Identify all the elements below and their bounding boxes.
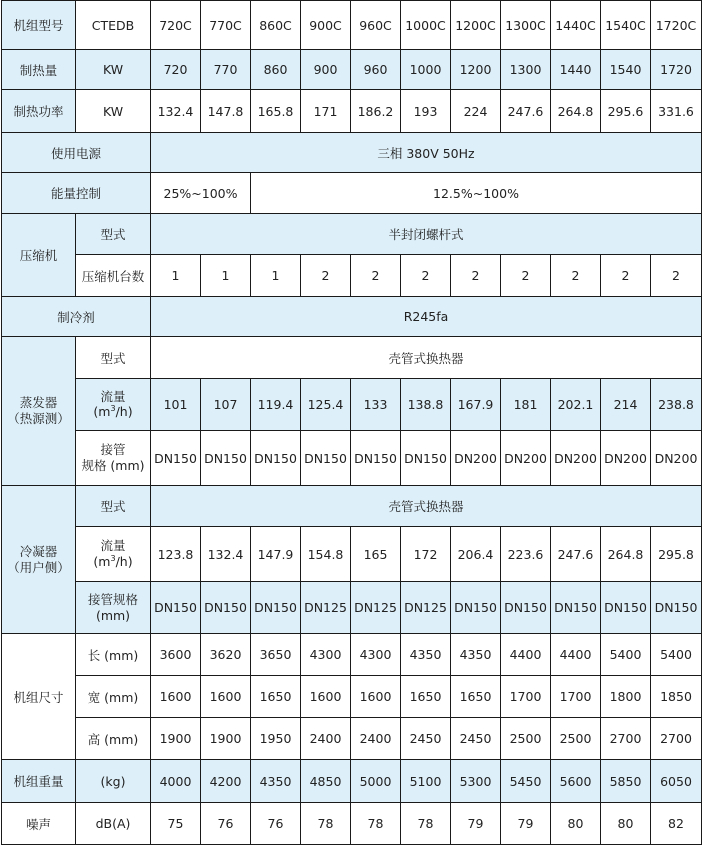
condenser-label-line1: 冷凝器 (19, 543, 58, 559)
condenser-pipe-cell: DN150 (551, 582, 601, 634)
pipe-label-line2: 规格 (mm) (81, 458, 145, 473)
label-length: 长 (mm) (76, 634, 151, 676)
model-cell: 1000C (401, 1, 451, 50)
heating-capacity-cell: 1720 (651, 50, 702, 90)
row-compressor-count (2, 255, 702, 297)
model-cell: 960C (351, 1, 401, 50)
compressor-count-cell: 2 (651, 255, 702, 297)
evaporator-pipe-cell: DN200 (501, 431, 551, 486)
evaporator-pipe-cell: DN200 (651, 431, 702, 486)
width-cell: 1650 (251, 676, 301, 718)
heating-capacity-cell: 720 (151, 50, 201, 90)
height-cell: 2450 (451, 718, 501, 760)
heating-power-cell: 264.8 (551, 90, 601, 133)
height-cell: 2500 (501, 718, 551, 760)
pipe-label-line1: 接管规格 (87, 591, 138, 607)
model-cell: 770C (201, 1, 251, 50)
evaporator-flow-cell: 101 (151, 379, 201, 431)
heating-power-cell: 295.6 (601, 90, 651, 133)
flow-unit-sup: 3 (110, 553, 116, 563)
length-cell: 3650 (251, 634, 301, 676)
condenser-pipe-cell: DN150 (451, 582, 501, 634)
width-cell: 1600 (201, 676, 251, 718)
label-compressor-type: 型式 (76, 214, 151, 255)
condenser-flow-cell: 295.8 (651, 527, 702, 582)
label-width: 宽 (mm) (76, 676, 151, 718)
weight-cell: 5100 (401, 760, 451, 803)
compressor-count-cell: 1 (201, 255, 251, 297)
evaporator-pipe-cell: DN150 (351, 431, 401, 486)
evaporator-pipe-cell: DN150 (301, 431, 351, 486)
length-cell: 4400 (551, 634, 601, 676)
length-cell: 4300 (351, 634, 401, 676)
height-cell: 2700 (651, 718, 702, 760)
label-model: 机组型号 (2, 1, 76, 50)
model-cell: 1440C (551, 1, 601, 50)
compressor-count-cell: 2 (301, 255, 351, 297)
evaporator-flow-cell: 125.4 (301, 379, 351, 431)
row-condenser-pipe (2, 582, 702, 634)
label-heating-capacity: 制热量 (2, 50, 76, 90)
noise-cell: 79 (451, 803, 501, 845)
noise-cell: 75 (151, 803, 201, 845)
label-heating-power: 制热功率 (2, 90, 76, 133)
condenser-pipe-cell: DN150 (601, 582, 651, 634)
evaporator-flow-cell: 107 (201, 379, 251, 431)
heating-power-cell: 186.2 (351, 90, 401, 133)
label-evaporator-flow (76, 379, 151, 431)
width-cell: 1600 (301, 676, 351, 718)
heating-capacity-cell: 1300 (501, 50, 551, 90)
weight-cell: 5600 (551, 760, 601, 803)
unit-kw: KW (76, 50, 151, 90)
compressor-count-cell: 2 (601, 255, 651, 297)
model-cell: 860C (251, 1, 301, 50)
compressor-count-cell: 2 (501, 255, 551, 297)
model-cell: 1540C (601, 1, 651, 50)
evaporator-label-line2: （热源测） (7, 411, 70, 426)
evaporator-type-value: 壳管式换热器 (151, 337, 702, 379)
heating-capacity-cell: 960 (351, 50, 401, 90)
unit-kg: (kg) (76, 760, 151, 803)
condenser-pipe-cell: DN150 (251, 582, 301, 634)
length-cell: 4350 (401, 634, 451, 676)
noise-cell: 78 (351, 803, 401, 845)
compressor-count-cell: 2 (451, 255, 501, 297)
evaporator-flow-cell: 119.4 (251, 379, 301, 431)
condenser-flow-cell: 165 (351, 527, 401, 582)
heating-capacity-cell: 1440 (551, 50, 601, 90)
evaporator-pipe-cell: DN200 (451, 431, 501, 486)
evaporator-flow-cell: 238.8 (651, 379, 702, 431)
width-cell: 1650 (451, 676, 501, 718)
condenser-pipe-cell: DN150 (651, 582, 702, 634)
weight-cell: 4200 (201, 760, 251, 803)
evaporator-flow-cell: 133 (351, 379, 401, 431)
label-series: CTEDB (76, 1, 151, 50)
label-condenser-flow (76, 527, 151, 582)
width-cell: 1600 (351, 676, 401, 718)
weight-cell: 4850 (301, 760, 351, 803)
condenser-flow-cell: 147.9 (251, 527, 301, 582)
evaporator-flow-cell: 202.1 (551, 379, 601, 431)
power-supply-value: 三相 380V 50Hz (151, 133, 702, 173)
heating-capacity-cell: 1540 (601, 50, 651, 90)
compressor-count-cell: 2 (351, 255, 401, 297)
heating-power-cell: 224 (451, 90, 501, 133)
compressor-count-cell: 2 (551, 255, 601, 297)
compressor-count-cell: 1 (251, 255, 301, 297)
row-weight (2, 760, 702, 803)
label-power-supply: 使用电源 (2, 133, 151, 173)
length-cell: 3600 (151, 634, 201, 676)
height-cell: 1900 (151, 718, 201, 760)
condenser-flow-cell: 247.6 (551, 527, 601, 582)
noise-cell: 82 (651, 803, 702, 845)
weight-cell: 5850 (601, 760, 651, 803)
noise-cell: 80 (601, 803, 651, 845)
heating-power-cell: 193 (401, 90, 451, 133)
evaporator-flow-cell: 138.8 (401, 379, 451, 431)
spec-table (1, 0, 702, 845)
row-width (2, 676, 702, 718)
flow-unit-sup: 3 (110, 404, 116, 414)
weight-cell: 6050 (651, 760, 702, 803)
flow-unit (76, 554, 150, 570)
row-length (2, 634, 702, 676)
heating-power-cell: 171 (301, 90, 351, 133)
evaporator-flow-cell: 167.9 (451, 379, 501, 431)
evaporator-pipe-cell: DN150 (151, 431, 201, 486)
noise-cell: 78 (401, 803, 451, 845)
height-cell: 1900 (201, 718, 251, 760)
row-evaporator-flow (2, 379, 702, 431)
label-weight: 机组重量 (2, 760, 76, 803)
evaporator-pipe-cell: DN200 (551, 431, 601, 486)
label-evaporator (2, 337, 76, 486)
row-condenser-type (2, 486, 702, 527)
width-cell: 1800 (601, 676, 651, 718)
evaporator-flow-cell: 181 (501, 379, 551, 431)
row-capacity-control (2, 173, 702, 214)
flow-label-line1: 流量 (100, 538, 126, 554)
heating-power-cell: 147.8 (201, 90, 251, 133)
evaporator-pipe-cell: DN150 (201, 431, 251, 486)
heating-power-cell: 132.4 (151, 90, 201, 133)
height-cell: 1950 (251, 718, 301, 760)
weight-cell: 5000 (351, 760, 401, 803)
compressor-type-value: 半封闭螺杆式 (151, 214, 702, 255)
evaporator-pipe-cell: DN200 (601, 431, 651, 486)
label-condenser-pipe (76, 582, 151, 634)
condenser-pipe-cell: DN150 (201, 582, 251, 634)
label-noise: 噪声 (2, 803, 76, 845)
length-cell: 4350 (451, 634, 501, 676)
label-capacity-control: 能量控制 (2, 173, 151, 214)
label-evaporator-pipe (76, 431, 151, 486)
condenser-flow-cell: 223.6 (501, 527, 551, 582)
condenser-pipe-cell: DN125 (301, 582, 351, 634)
heating-capacity-cell: 860 (251, 50, 301, 90)
condenser-flow-cell: 154.8 (301, 527, 351, 582)
label-refrigerant: 制冷剂 (2, 297, 151, 337)
condenser-flow-cell: 206.4 (451, 527, 501, 582)
row-noise (2, 803, 702, 845)
label-evaporator-type: 型式 (76, 337, 151, 379)
width-cell: 1600 (151, 676, 201, 718)
unit-dba: dB(A) (76, 803, 151, 845)
width-cell: 1850 (651, 676, 702, 718)
label-condenser-type: 型式 (76, 486, 151, 527)
condenser-label-line2: （用户侧） (7, 559, 70, 575)
width-cell: 1700 (501, 676, 551, 718)
height-cell: 2400 (351, 718, 401, 760)
row-evaporator-type (2, 337, 702, 379)
heating-capacity-cell: 1000 (401, 50, 451, 90)
row-refrigerant (2, 297, 702, 337)
length-cell: 4400 (501, 634, 551, 676)
flow-unit-pre: (m (93, 554, 111, 570)
condenser-flow-cell: 123.8 (151, 527, 201, 582)
row-height (2, 718, 702, 760)
condenser-flow-cell: 172 (401, 527, 451, 582)
heating-power-cell: 165.8 (251, 90, 301, 133)
model-cell: 720C (151, 1, 201, 50)
noise-cell: 80 (551, 803, 601, 845)
weight-cell: 4000 (151, 760, 201, 803)
flow-unit-post: /h) (115, 404, 133, 420)
width-cell: 1650 (401, 676, 451, 718)
row-power-supply (2, 133, 702, 173)
heating-power-cell: 247.6 (501, 90, 551, 133)
row-condenser-flow (2, 527, 702, 582)
model-cell: 1300C (501, 1, 551, 50)
width-cell: 1700 (551, 676, 601, 718)
heating-power-cell: 331.6 (651, 90, 702, 133)
condenser-flow-cell: 132.4 (201, 527, 251, 582)
height-cell: 2450 (401, 718, 451, 760)
height-cell: 2400 (301, 718, 351, 760)
height-cell: 2500 (551, 718, 601, 760)
weight-cell: 4350 (251, 760, 301, 803)
length-cell: 5400 (651, 634, 702, 676)
noise-cell: 79 (501, 803, 551, 845)
label-condenser (2, 486, 76, 634)
evaporator-pipe-cell: DN150 (251, 431, 301, 486)
row-heating-power (2, 90, 702, 133)
condenser-type-value: 壳管式换热器 (151, 486, 702, 527)
evaporator-pipe-cell: DN150 (401, 431, 451, 486)
noise-cell: 76 (201, 803, 251, 845)
row-heating-capacity (2, 50, 702, 90)
flow-unit-pre: (m (93, 404, 111, 420)
condenser-pipe-cell: DN125 (401, 582, 451, 634)
row-evaporator-pipe (2, 431, 702, 486)
evaporator-flow-cell: 214 (601, 379, 651, 431)
noise-cell: 78 (301, 803, 351, 845)
capacity-control-range-a: 25%~100% (151, 173, 251, 214)
length-cell: 3620 (201, 634, 251, 676)
condenser-pipe-cell: DN125 (351, 582, 401, 634)
heating-capacity-cell: 770 (201, 50, 251, 90)
noise-cell: 76 (251, 803, 301, 845)
evaporator-label-line1: 蒸发器 (19, 395, 58, 411)
heating-capacity-cell: 1200 (451, 50, 501, 90)
height-cell: 2700 (601, 718, 651, 760)
compressor-count-cell: 2 (401, 255, 451, 297)
compressor-count-cell: 1 (151, 255, 201, 297)
flow-unit (76, 404, 150, 420)
label-height: 高 (mm) (76, 718, 151, 760)
heating-capacity-cell: 900 (301, 50, 351, 90)
length-cell: 5400 (601, 634, 651, 676)
unit-kw: KW (76, 90, 151, 133)
row-compressor-type (2, 214, 702, 255)
label-dimensions: 机组尺寸 (2, 634, 76, 760)
flow-label-line1: 流量 (100, 388, 126, 404)
row-model (2, 1, 702, 50)
refrigerant-value: R245fa (151, 297, 702, 337)
model-cell: 1200C (451, 1, 501, 50)
label-compressor: 压缩机 (2, 214, 76, 297)
pipe-label-line1: 接管 (100, 442, 126, 458)
pipe-label-line2: (mm) (95, 607, 131, 623)
length-cell: 4300 (301, 634, 351, 676)
condenser-flow-cell: 264.8 (601, 527, 651, 582)
condenser-pipe-cell: DN150 (151, 582, 201, 634)
flow-unit-post: /h) (115, 554, 133, 570)
weight-cell: 5450 (501, 760, 551, 803)
weight-cell: 5300 (451, 760, 501, 803)
capacity-control-range-b: 12.5%~100% (251, 173, 702, 214)
condenser-pipe-cell: DN150 (501, 582, 551, 634)
label-compressor-count: 压缩机台数 (76, 255, 151, 297)
model-cell: 1720C (651, 1, 702, 50)
model-cell: 900C (301, 1, 351, 50)
